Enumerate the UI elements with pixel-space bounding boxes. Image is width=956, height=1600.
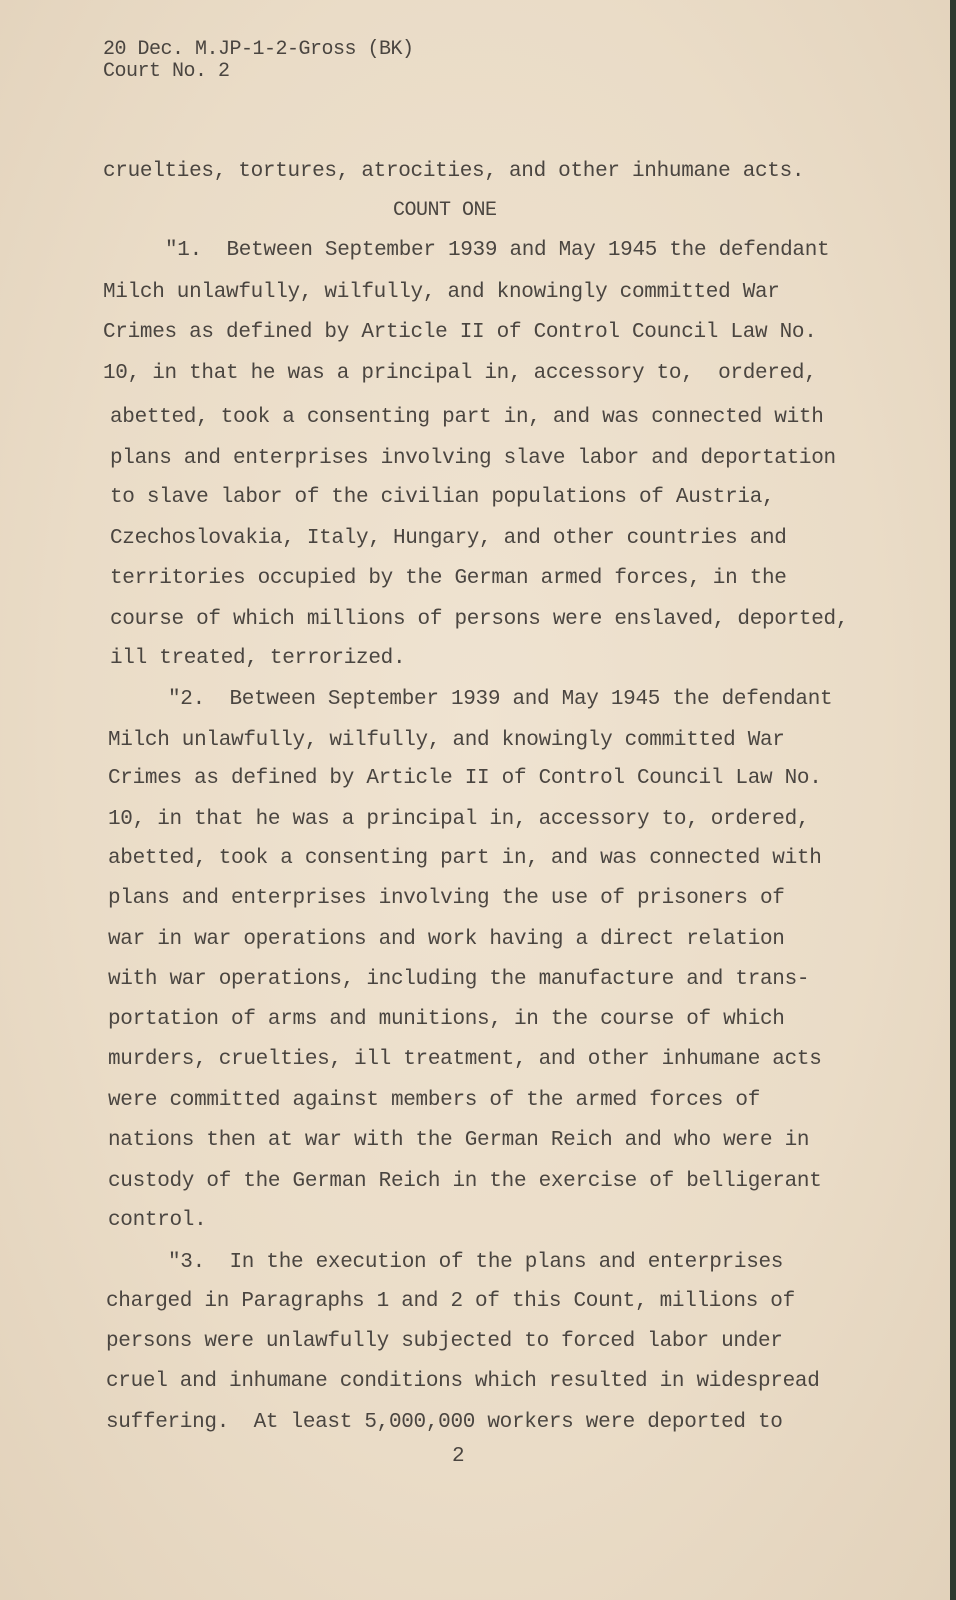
header-court: Court No. 2 xyxy=(103,60,230,83)
lead-line: cruelties, tortures, atrocities, and other inhumane acts. xyxy=(103,160,805,183)
paragraph-1-line: abetted, took a consenting part in, and was connected with xyxy=(110,406,824,429)
paragraph-1-line: territories occupied by the German armed forces, in the xyxy=(110,567,787,590)
paragraph-3-line: "3. In the execution of the plans and enterprises xyxy=(168,1251,784,1274)
paragraph-2-line: 10, in that he was a principal in, accessory to, ordered, xyxy=(108,808,810,831)
paragraph-2-line: Crimes as defined by Article II of Control Council Law No. xyxy=(108,767,822,790)
paragraph-1-line: plans and enterprises involving slave labor and deportation xyxy=(110,447,836,470)
paragraph-1-line: 10, in that he was a principal in, accessory to, ordered, xyxy=(103,362,817,385)
paragraph-2-line: custody of the German Reich in the exercise of belligerant xyxy=(108,1170,822,1193)
paragraph-3-line: cruel and inhumane conditions which resulted in widespread xyxy=(106,1370,820,1393)
page-number: 2 xyxy=(452,1445,465,1468)
paragraph-3-line: persons were unlawfully subjected to forced labor under xyxy=(106,1330,783,1353)
paragraph-2-line: portation of arms and munitions, in the course of which xyxy=(108,1008,785,1031)
paragraph-1-line: Crimes as defined by Article II of Control Council Law No. xyxy=(103,321,817,344)
paragraph-1-line: to slave labor of the civilian populations of Austria, xyxy=(110,486,775,509)
paragraph-1-line: Czechoslovakia, Italy, Hungary, and other countries and xyxy=(110,527,787,550)
paragraph-2-line: plans and enterprises involving the use of prisoners of xyxy=(108,887,785,910)
paragraph-2-line: nations then at war with the German Reich and who were in xyxy=(108,1129,810,1152)
paragraph-2-line: "2. Between September 1939 and May 1945 the defendant xyxy=(168,688,833,711)
paragraph-3-line: suffering. At least 5,000,000 workers were deported to xyxy=(106,1411,783,1434)
paragraph-2-line: war in war operations and work having a direct relation xyxy=(108,928,785,951)
paragraph-1-line: Milch unlawfully, wilfully, and knowingly committed War xyxy=(103,281,780,304)
paragraph-2-line: Milch unlawfully, wilfully, and knowingly committed War xyxy=(108,729,785,752)
paragraph-1-line: course of which millions of persons were enslaved, deported, xyxy=(110,608,849,631)
paragraph-1-line: "1. Between September 1939 and May 1945 the defendant xyxy=(165,239,830,262)
paragraph-2-line: with war operations, including the manufacture and trans- xyxy=(108,968,810,991)
paragraph-2-line: were committed against members of the armed forces of xyxy=(108,1089,761,1112)
paragraph-2-line: abetted, took a consenting part in, and was connected with xyxy=(108,847,822,870)
paragraph-3-line: charged in Paragraphs 1 and 2 of this Count, millions of xyxy=(106,1290,795,1313)
count-title: COUNT ONE xyxy=(393,199,497,222)
header-doc-id: 20 Dec. M.JP-1-2-Gross (BK) xyxy=(103,38,414,61)
paragraph-2-line: murders, cruelties, ill treatment, and other inhumane acts xyxy=(108,1048,822,1071)
paragraph-2-line: control. xyxy=(108,1209,207,1232)
paragraph-1-line: ill treated, terrorized. xyxy=(110,647,406,670)
